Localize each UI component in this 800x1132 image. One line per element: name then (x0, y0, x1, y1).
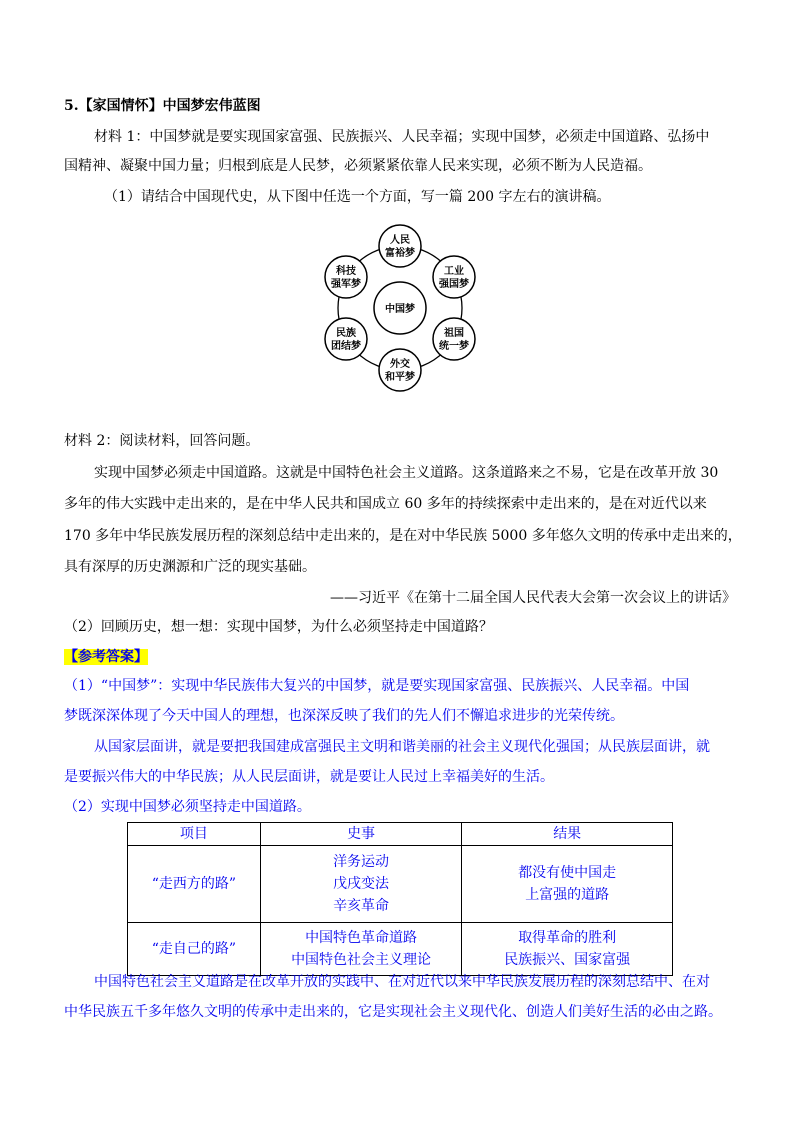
conclusion-line1: 中国特色社会主义道路是在改革开放的实践中、在对近代以来中华民族发展历程的深刻总结中、在对 (94, 974, 710, 990)
result-item: 都没有使中国走 (518, 865, 617, 881)
table-cell-item: “走西方的路” (128, 846, 261, 923)
material2-source: ——习近平《在第十二届全国人民代表大会第一次会议上的讲话》 (330, 590, 736, 606)
material2-line4: 具有深厚的历史渊源和广泛的现实基础。 (64, 559, 316, 575)
question2-text: （2）回顾历史，想一想：实现中国梦，为什么必须坚持走中国道路？ (64, 619, 493, 635)
heading-title: 中国梦宏伟蓝图 (162, 98, 261, 114)
node-tech-military (325, 256, 367, 298)
node-label-line2: 和平梦 (385, 372, 415, 383)
answer-label-row (64, 647, 148, 667)
table-cell-events (260, 923, 462, 976)
node-label-line1: 民族 (336, 328, 356, 339)
event-item: 辛亥革命 (333, 898, 390, 914)
answer-label: 【参考答案】 (64, 649, 148, 665)
table-cell-events (260, 846, 462, 923)
center-label: 中国梦 (385, 304, 415, 315)
result-item: 民族振兴、国家富强 (504, 952, 631, 968)
event-item: 戊戌变法 (333, 876, 390, 892)
material1-line1: 材料 1：中国梦就是要实现国家富强、民族振兴、人民幸福；实现中国梦，必须走中国道路、弘扬中 (94, 129, 710, 145)
table-cell-results (462, 923, 673, 976)
material2-line1: 实现中国梦必须走中国道路。这就是中国特色社会主义道路。这条道路来之不易，它是在改革开放 30 (94, 465, 719, 481)
event-item: 中国特色社会主义理论 (291, 952, 432, 968)
node-label-line2: 强国梦 (439, 279, 469, 290)
result-item: 取得革命的胜利 (518, 930, 617, 946)
node-diplomacy-peace (379, 349, 421, 391)
question-heading (64, 96, 261, 116)
answer1-line3: 从国家层面讲，就是要把我国建成富强民主文明和谐美丽的社会主义现代化强国；从民族层面讲，就 (94, 739, 710, 755)
node-label-line1: 工业 (444, 266, 464, 277)
event-item: 洋务运动 (333, 854, 390, 870)
node-label-line2: 强军梦 (331, 279, 361, 290)
node-label-line2: 统一梦 (439, 341, 469, 352)
table-header-cell: 史事 (260, 823, 462, 846)
node-label-line1: 人民 (390, 235, 410, 246)
table-header-cell: 项目 (128, 823, 261, 846)
china-dream-diagram (308, 216, 492, 400)
node-reunification (433, 318, 475, 360)
material2-line3: 170 多年中华民族发展历程的深刻总结中走出来的，是在对中华民族 5000 多年悠久文明的传承中走出来的， (64, 528, 742, 544)
roads-comparison-table (127, 822, 673, 976)
question1-text: （1）请结合中国现代史，从下图中任选一个方面，写一篇 200 字左右的演讲稿。 (104, 189, 611, 205)
table-row (128, 923, 673, 976)
answer2-text: （2）实现中国梦必须坚持走中国道路。 (64, 799, 311, 815)
table-cell-results (462, 846, 673, 923)
conclusion-line2: 中华民族五千多年悠久文明的传承中走出来的，它是实现社会主义现代化、创造人们美好生活的必由之路。 (64, 1004, 722, 1020)
node-label-line2: 团结梦 (331, 341, 361, 352)
material2-line2: 多年的伟大实践中走出来的，是在中华人民共和国成立 60 多年的持续探索中走出来的，是在对近代以来 (64, 496, 707, 512)
table-cell-item: “走自己的路” (128, 923, 261, 976)
node-label-line2: 富裕梦 (385, 248, 415, 259)
table-header-cell: 结果 (462, 823, 673, 846)
node-people-prosperity (379, 225, 421, 267)
answer1-line2: 梦既深深体现了今天中国人的理想，也深深反映了我们的先人们不懈追求进步的光荣传统。 (64, 708, 624, 724)
table-row (128, 846, 673, 923)
material1-line2: 国精神、凝聚中国力量；归根到底是人民梦，必须紧紧依靠人民来实现，必须不断为人民造福。 (64, 158, 652, 174)
question-number: 5. (64, 98, 79, 114)
node-label-line1: 祖国 (444, 328, 464, 339)
node-industry-power (433, 256, 475, 298)
heading-tag: 【家国情怀】 (78, 98, 163, 114)
material2-intro: 材料 2：阅读材料，回答问题。 (64, 433, 260, 449)
center-node (374, 282, 426, 334)
node-label-line1: 科技 (336, 266, 356, 277)
node-ethnic-unity (325, 318, 367, 360)
answer1-line4: 是要振兴伟大的中华民族；从人民层面讲，就是要让人民过上幸福美好的生活。 (64, 769, 554, 785)
event-item: 中国特色革命道路 (305, 930, 418, 946)
node-label-line1: 外交 (390, 359, 410, 370)
table-header-row (128, 823, 673, 846)
answer1-line1: （1）“中国梦”：实现中华民族伟大复兴的中国梦，就是要实现国家富强、民族振兴、人民幸福。中国 (64, 678, 690, 694)
result-item: 上富强的道路 (525, 887, 610, 903)
